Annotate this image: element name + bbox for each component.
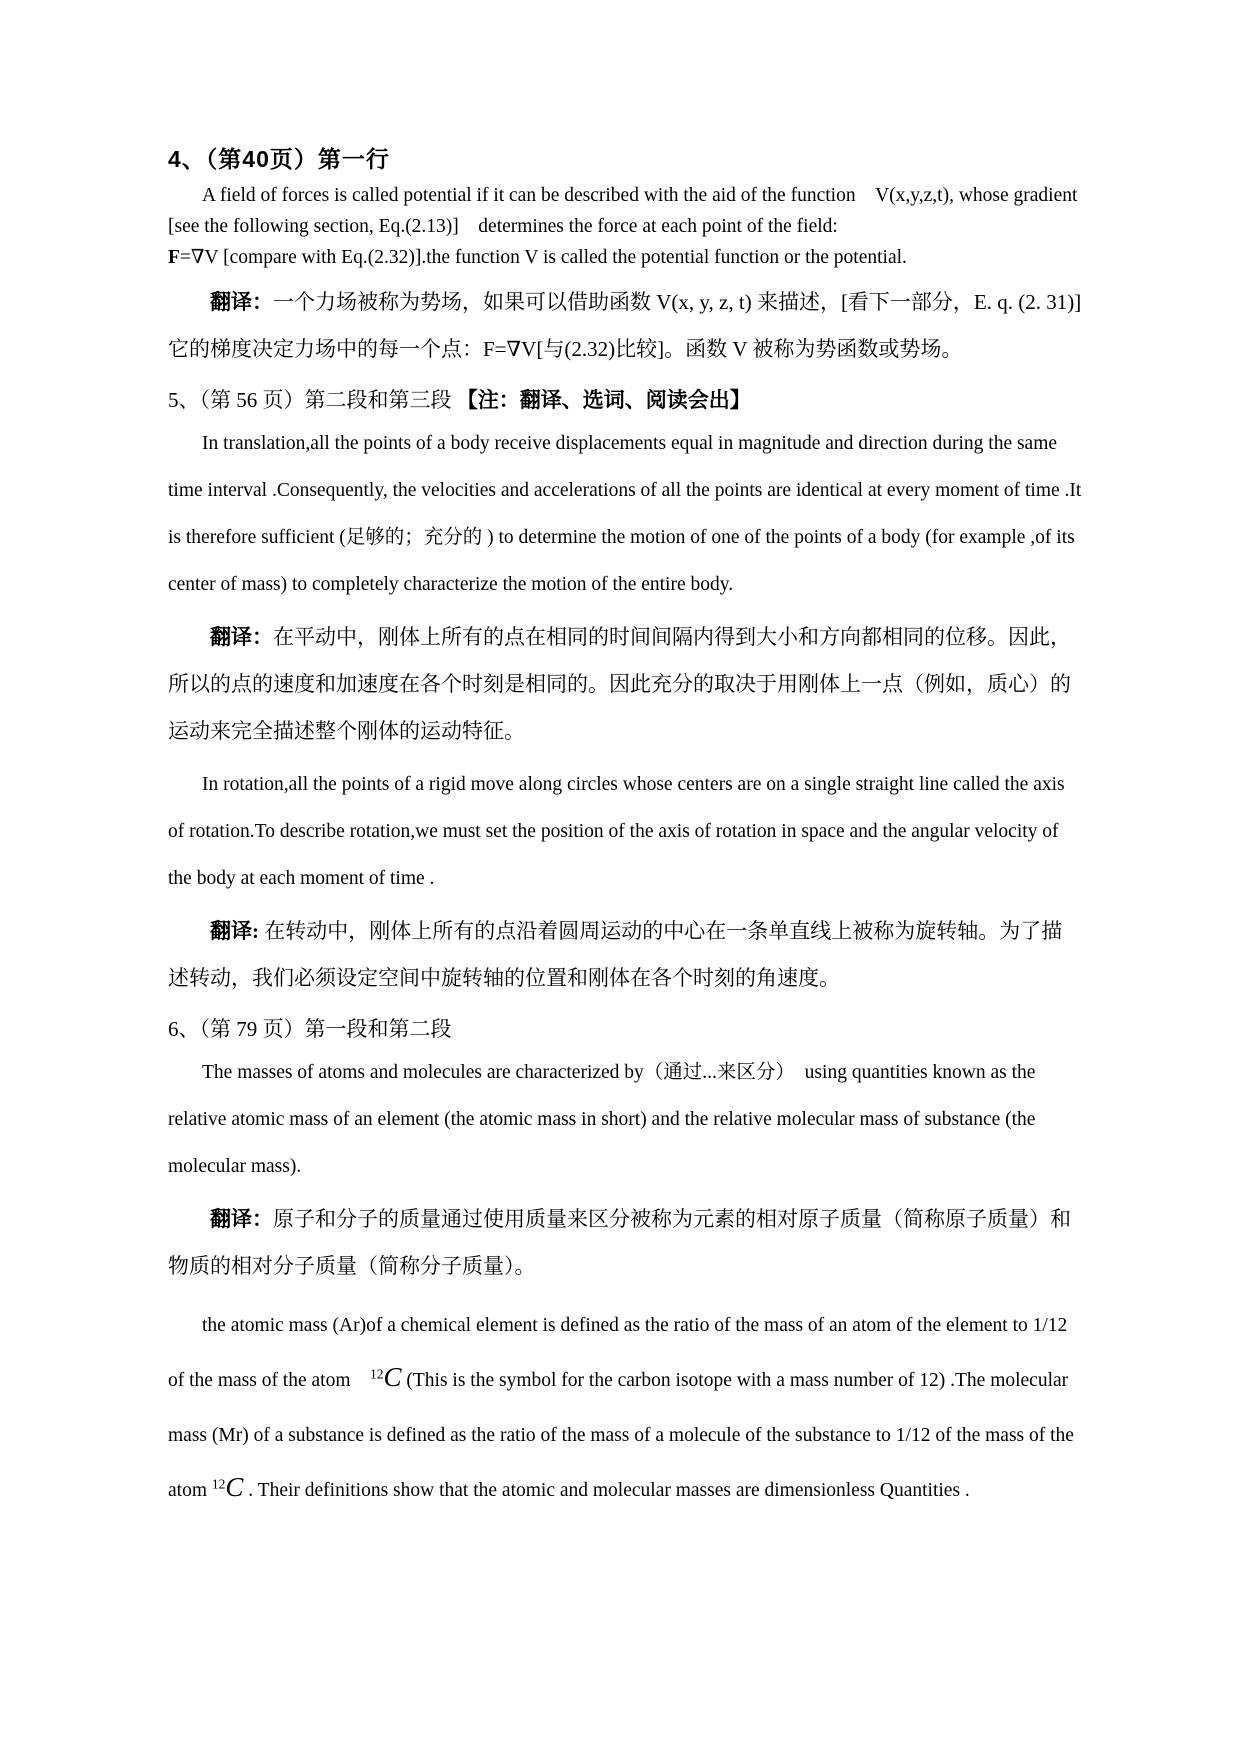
section-5-english-paragraph-1: In translation,all the points of a body receive displacements equal in magnitude and direction during the same time interval .Consequently, the velocities and accelerations of all the points are identical at every moment of time .It is therefore sufficient (足够的；充分的 ) to determine the motion of one of the points of a body (for example ,of its center of mass) to completely characterize the motion of the entire body.: [168, 433, 1082, 595]
section-5: [168, 387, 1083, 1002]
section-6-english-paragraph-2: the atomic mass (Ar)of a chemical element is defined as the ratio of the mass of an atom of the element to 1/12 of the mass of the atom $^{12}$C (This is the symbol for the carbon isotope with a mass number of 12) .The molecular mass (Mr) of a substance is defined as the ratio of the mass of a molecule of the substance to 1/12 of the mass of the atom $^{12}$C . Their definitions show that the atomic and molecular masses are dimensionless Quantities .: [168, 1315, 1074, 1502]
section-4-english-paragraph: A field of forces is called potential if it can be described with the aid of the function V(x,y,z,t), whose gradient [see the following section, Eq.(2.13)] determines the force at each point of the field:: [168, 185, 1078, 237]
section-4-translation-paragraph: 翻译：一个力场被称为势场，如果可以借助函数 V(x, y, z, t) 来描述，[看下一部分，E. q. (2. 31)]它的梯度决定力场中的每一个点：F=∇V[与(2.32)比较]。函数 V 被称为势函数或势场。: [168, 290, 1082, 361]
section-5-translation-paragraph-1: 翻译：在平动中，刚体上所有的点在相同的时间间隔内得到大小和方向都相同的位移。因此，所以的点的速度和加速度在各个时刻是相同的。因此充分的取决于用刚体上一点（例如，质心）的运动来完全描述整个刚体的运动特征。: [168, 625, 1071, 743]
section-4-heading: 4、（第40页）第一行: [168, 146, 390, 172]
section-5-heading: 5、（第 56 页）第二段和第三段 【注：翻译、选词、阅读会出】: [168, 388, 751, 412]
section-6-heading: 6、（第 79 页）第一段和第二段: [168, 1017, 452, 1041]
section-6: [168, 1016, 1083, 1518]
section-6-translation-paragraph-1: 翻译：原子和分子的质量通过使用质量来区分被称为元素的相对原子质量（简称原子质量）和物质的相对分子质量（简称分子质量）。: [168, 1207, 1071, 1278]
section-6-english-paragraph-1: The masses of atoms and molecules are characterized by（通过...来区分） using quantities known as the relative atomic mass of an element (the atomic mass in short) and the relative molecular mass of substance (the molecular mass).: [168, 1062, 1036, 1177]
section-5-english-paragraph-2: In rotation,all the points of a rigid move along circles whose centers are on a single straight line called the axis of rotation.To describe rotation,we must set the position of the axis of rotation in space and the angular velocity of the body at each moment of time .: [168, 774, 1065, 889]
section-4-equation-line: F=∇V [compare with Eq.(2.32)].the function V is called the potential function or the potential.: [168, 247, 907, 268]
section-4: [168, 146, 1083, 373]
section-5-translation-paragraph-2: 翻译: 在转动中，刚体上所有的点沿着圆周运动的中心在一条单直线上被称为旋转轴。为了描述转动，我们必须设定空间中旋转轴的位置和刚体在各个时刻的角速度。: [168, 919, 1063, 990]
